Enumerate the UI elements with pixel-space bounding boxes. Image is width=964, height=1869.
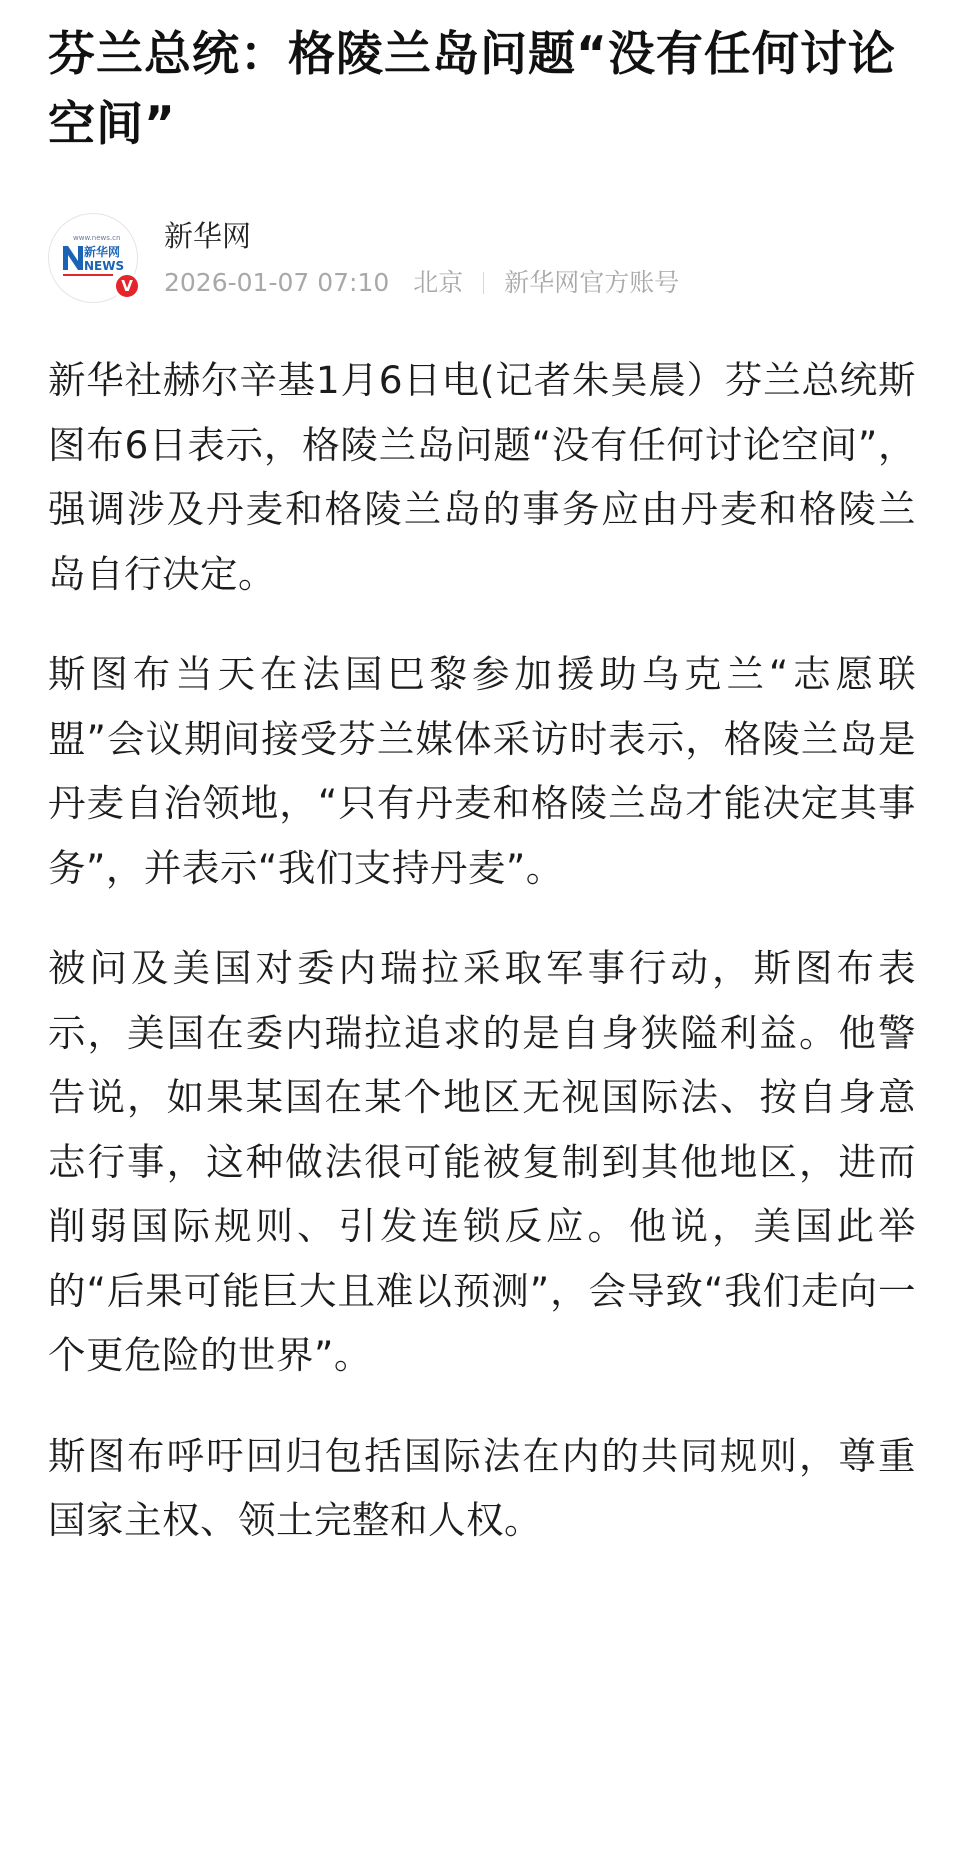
publish-location: 北京: [413, 268, 464, 297]
avatar-brand-text: 新华网: [84, 245, 121, 259]
meta-divider: [483, 272, 484, 294]
author-info: [164, 217, 679, 299]
author-avatar[interactable]: [48, 213, 138, 303]
author-subline: [164, 267, 679, 299]
publish-datetime: 2026-01-07 07:10: [164, 268, 390, 297]
avatar-logo-letters: NEWS: [84, 259, 125, 273]
account-type: 新华网官方账号: [504, 268, 680, 297]
article-body: [48, 348, 916, 1553]
article-paragraph: 斯图布当天在法国巴黎参加援助乌克兰“志愿联盟”会议期间接受芬兰媒体采访时表示，格陵兰岛是丹麦自治领地，“只有丹麦和格陵兰岛才能决定其事务”，并表示“我们支持丹麦”。: [48, 652, 916, 890]
verified-badge: V: [113, 272, 141, 300]
logo-underline: [63, 274, 113, 276]
article-title: 芬兰总统：格陵兰岛问题“没有任何讨论空间”: [48, 27, 896, 152]
logo-n-shape: [63, 246, 83, 270]
article-paragraph: 被问及美国对委内瑞拉采取军事行动，斯图布表示，美国在委内瑞拉追求的是自身狭隘利益。他警告说，如果某国在某个地区无视国际法、按自身意志行事，这种做法很可能被复制到其他地区，进而削弱国际规则、引发连锁反应。他说，美国此举的“后果可能巨大且难以预测”，会导致“我们走向一个更危险的世界”。: [48, 946, 916, 1377]
author-name[interactable]: 新华网: [164, 219, 252, 253]
article-paragraph: 斯图布呼吁回归包括国际法在内的共同规则，尊重国家主权、领土完整和人权。: [48, 1433, 916, 1542]
avatar-url-text: www.news.cn: [73, 234, 121, 242]
author-meta: [48, 210, 916, 306]
article-paragraph: 新华社赫尔辛基1月6日电(记者朱昊晨）芬兰总统斯图布6日表示，格陵兰岛问题“没有任何讨论空间”，强调涉及丹麦和格陵兰岛的事务应由丹麦和格陵兰岛自行决定。: [48, 358, 916, 596]
